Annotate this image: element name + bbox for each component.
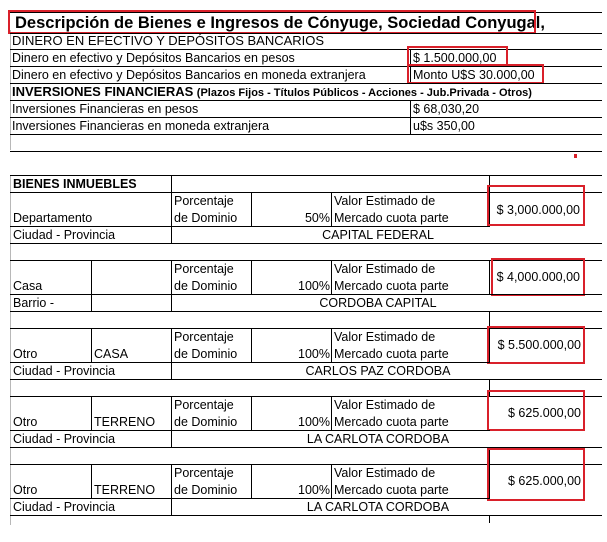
cell-divider (331, 328, 332, 362)
divider (10, 379, 602, 380)
inversiones-extranjera-value[interactable]: u$s 350,00 (413, 119, 475, 133)
cell-divider (331, 464, 332, 498)
property-porcentaje: 50% (304, 211, 330, 225)
property-valor[interactable]: $ 625.000,00 (508, 406, 581, 420)
cell-divider (91, 260, 92, 311)
valor-label-2: Mercado cuota parte (334, 483, 449, 497)
inversiones-header: INVERSIONES FINANCIERAS (12, 84, 194, 99)
divider (10, 134, 602, 135)
property-valor[interactable]: $ 5.500.000,00 (497, 338, 581, 352)
inversiones-extranjera-label: Inversiones Financieras en moneda extranjera (12, 119, 270, 133)
property-subtipo: TERRENO (94, 415, 156, 429)
property-valor-highlight (487, 390, 585, 431)
valor-label-2: Mercado cuota parte (334, 415, 449, 429)
property-ubicacion: CORDOBA CAPITAL (319, 296, 437, 310)
property-ubicacion: LA CARLOTA CORDOBA (306, 500, 450, 514)
property-loc-label: Ciudad - Provincia (13, 228, 116, 242)
page-title: Descripción de Bienes e Ingresos de Cónyuge, Sociedad Conyugal, (15, 14, 545, 32)
dinero-extranjera-value[interactable]: Monto U$S 30.000,00 (413, 68, 535, 82)
property-valor[interactable]: $ 625.000,00 (508, 474, 581, 488)
cell-divider (91, 464, 92, 498)
porcentaje-label-2: de Dominio (174, 415, 238, 429)
dinero-extranjera-label: Dinero en efectivo y Depósitos Bancarios en moneda extranjera (12, 68, 366, 82)
inversiones-pesos-value[interactable]: $ 68,030,20 (413, 102, 480, 116)
porcentaje-label-1: Porcentaje (174, 398, 234, 412)
divider (10, 515, 602, 516)
inversiones-pesos-label: Inversiones Financieras en pesos (12, 102, 199, 116)
valor-label-2: Mercado cuota parte (334, 347, 449, 361)
porcentaje-label-1: Porcentaje (174, 466, 234, 480)
cell-divider (171, 175, 172, 192)
inversiones-subheader: (Plazos Fijos - Títulos Públicos - Acciones - Jub.Privada - Otros) (196, 87, 532, 99)
red-marker (574, 154, 577, 158)
property-valor-highlight (487, 326, 585, 364)
property-tipo: Casa (13, 279, 43, 293)
property-subtipo: TERRENO (94, 483, 156, 497)
valor-label-1: Valor Estimado de (334, 466, 436, 480)
property-porcentaje: 100% (298, 279, 330, 293)
property-valor[interactable]: $ 4,000.000,00 (496, 270, 580, 284)
dinero-header: DINERO EN EFECTIVO Y DEPÓSITOS BANCARIOS (12, 33, 325, 48)
sheet-left-edge-lower (10, 175, 11, 525)
property-tipo: Departamento (13, 211, 93, 225)
cell-divider (91, 328, 92, 362)
valor-label-1: Valor Estimado de (334, 398, 436, 412)
valor-label-1: Valor Estimado de (334, 330, 436, 344)
property-porcentaje: 100% (298, 483, 330, 497)
cell-divider (91, 396, 92, 430)
property-tipo: Otro (13, 415, 38, 429)
divider (10, 151, 602, 152)
property-valor-highlight (487, 185, 585, 226)
property-valor-highlight (487, 448, 585, 501)
cell-divider (331, 260, 332, 294)
valor-label-2: Mercado cuota parte (334, 279, 449, 293)
property-loc-label: Barrio - (13, 296, 54, 310)
porcentaje-label-2: de Dominio (174, 211, 238, 225)
property-porcentaje: 100% (298, 415, 330, 429)
dinero-pesos-label: Dinero en efectivo y Depósitos Bancarios en pesos (12, 51, 295, 65)
cell-divider (331, 396, 332, 430)
property-porcentaje: 100% (298, 347, 330, 361)
valor-label-2: Mercado cuota parte (334, 211, 449, 225)
inmuebles-header: BIENES INMUEBLES (13, 177, 137, 191)
valor-label-1: Valor Estimado de (334, 194, 436, 208)
inversiones-header-line (12, 84, 532, 101)
porcentaje-label-1: Porcentaje (174, 262, 234, 276)
property-tipo: Otro (13, 483, 38, 497)
property-ubicacion: LA CARLOTA CORDOBA (306, 432, 450, 446)
divider (10, 311, 602, 312)
porcentaje-label-2: de Dominio (174, 347, 238, 361)
valor-label-1: Valor Estimado de (334, 262, 436, 276)
divider (10, 243, 602, 244)
property-ubicacion: CARLOS PAZ CORDOBA (305, 364, 451, 378)
porcentaje-label-1: Porcentaje (174, 194, 234, 208)
dinero-extranjera-highlight (407, 64, 544, 84)
property-ubicacion: CAPITAL FEDERAL (322, 228, 434, 242)
dinero-pesos-highlight (407, 46, 508, 66)
cell-divider (489, 515, 490, 523)
porcentaje-label-2: de Dominio (174, 483, 238, 497)
dinero-pesos-value[interactable]: $ 1.500.000,00 (413, 51, 497, 65)
title-highlight-box (8, 10, 536, 34)
property-loc-label: Ciudad - Provincia (13, 500, 116, 514)
porcentaje-label-2: de Dominio (174, 279, 238, 293)
property-tipo: Otro (13, 347, 38, 361)
sheet-left-edge (10, 30, 11, 150)
property-loc-label: Ciudad - Provincia (13, 432, 116, 446)
property-subtipo: CASA (94, 347, 129, 361)
property-valor[interactable]: $ 3,000.000,00 (496, 203, 580, 217)
cell-divider (331, 192, 332, 226)
property-valor-highlight (491, 258, 585, 296)
porcentaje-label-1: Porcentaje (174, 330, 234, 344)
property-loc-label: Ciudad - Provincia (13, 364, 116, 378)
